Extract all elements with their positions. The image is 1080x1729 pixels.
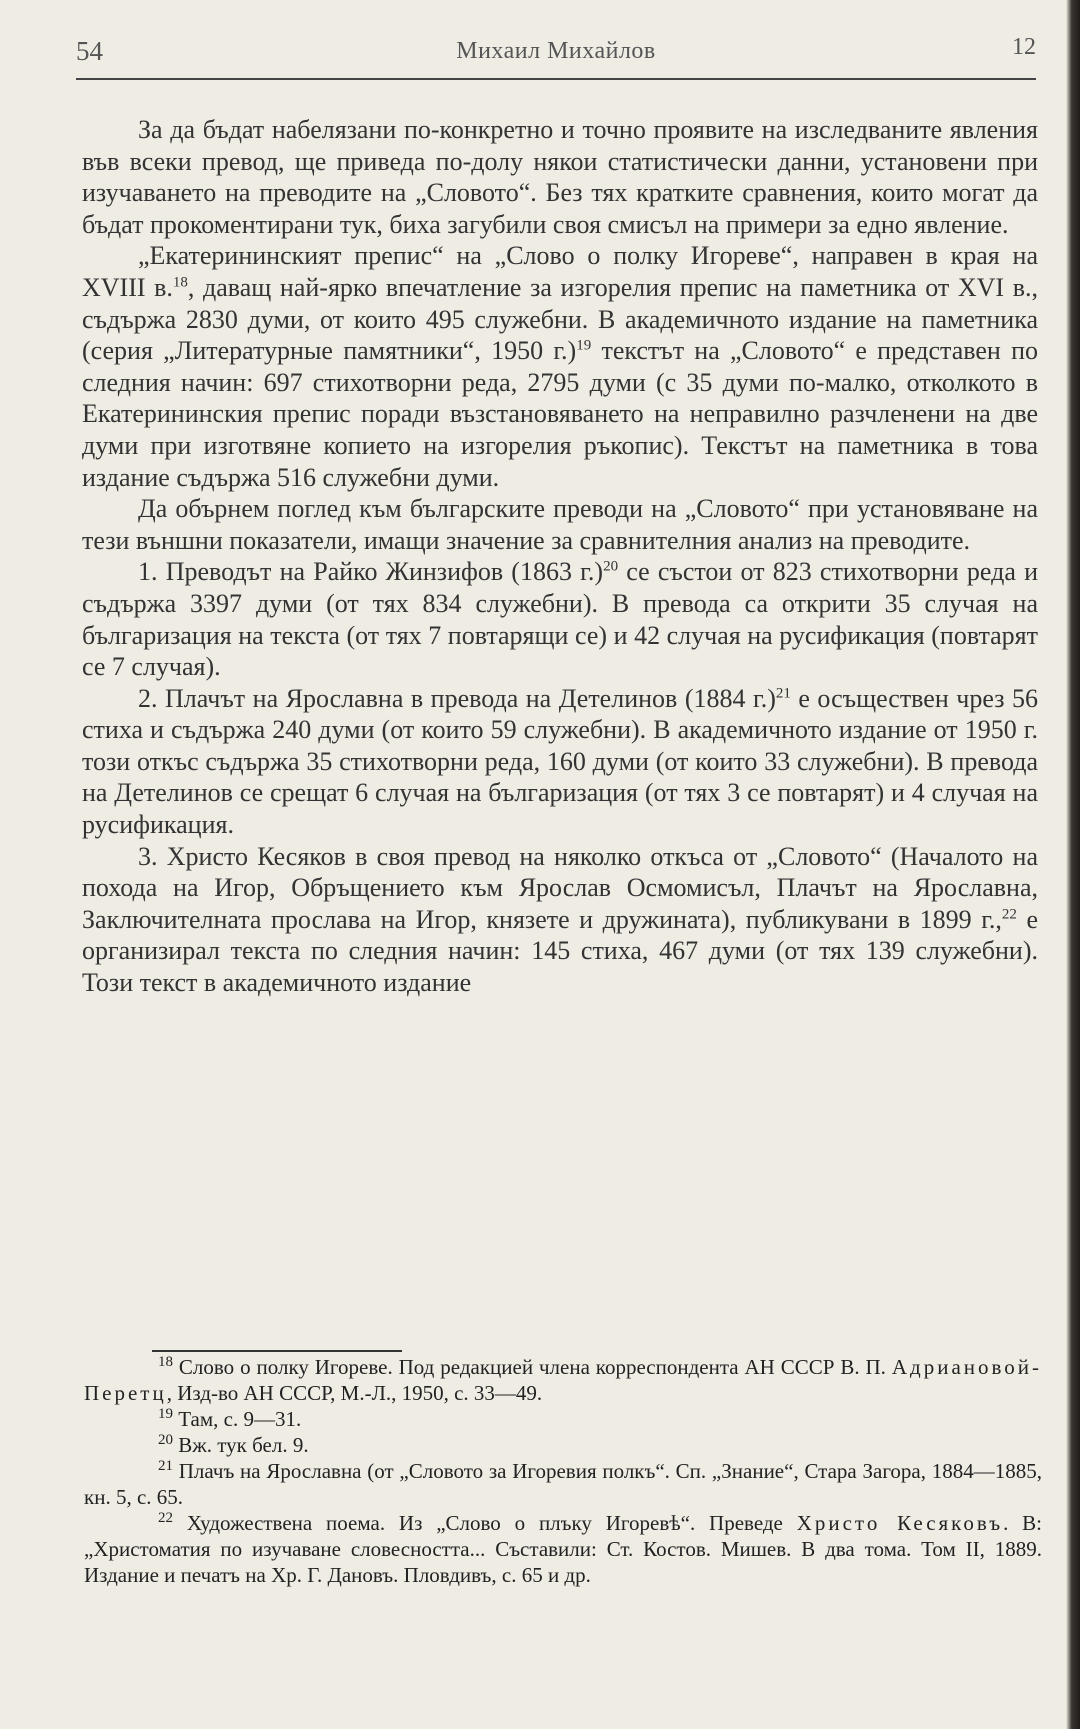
paragraph — [82, 114, 1038, 240]
footnote-number: 22 — [158, 1510, 173, 1526]
footnote-ref: 22 — [1001, 906, 1017, 923]
footnote-number: 20 — [158, 1432, 173, 1448]
paragraph-text: „Екатерининският препис“ на „Слово о полку Игореве“, направен в края на XVIII в. — [82, 241, 1038, 302]
footnote — [84, 1458, 1042, 1510]
footnote-ref: 18 — [172, 274, 188, 291]
footnote-number: 21 — [158, 1458, 173, 1474]
footnote-ref: 20 — [603, 558, 619, 575]
paragraph-text: , даващ най-ярко впечатление за изгорелия препис на паметника от XVI в., съдържа 2830 думи, от които 495 служебни. В академичното издание на паметника (серия „Литературные памятники“, 1950 г.) — [82, 272, 1038, 366]
footnote-ref: 19 — [576, 337, 592, 354]
footnote-text: , Изд-во АН СССР, М.-Л., 1950, с. 33—49. — [166, 1381, 543, 1405]
main-text — [82, 114, 1038, 999]
footnote-text: Художествена поема. Из „Слово о плъку Игоревѣ“. Преведе — [186, 1511, 797, 1535]
page-edge-shadow — [1066, 0, 1080, 1729]
paragraph-text: За да бъдат набелязани по-конкретно и точно проявите на изследваните явления във всеки превод, ще приведа по-долу някои статистически данни, установени при изучаването на преводите на „Словото“. Без тях кратките сравнения, които могат да бъдат прокоментирани тук, биха загубили своя смисъл на примери за едно явление. — [82, 115, 1038, 239]
paragraph-text: 3. Христо Кесяков в своя превод на няколко откъса от „Словото“ (Началото на похода на Игор, Обръщението към Ярослав Осмомисъл, Плачът на Ярославна, Заключителната прослава на Игор, князете и дружината), публикувани в 1899 г., — [82, 841, 1038, 934]
paragraph-text: е организирал текста по следния начин: 145 стиха, 467 думи (от тях 139 служебни). Този текст в академичното издание — [82, 904, 1038, 998]
header-rule — [76, 78, 1036, 80]
footnote-text: . В: „Христоматия по изучаване словесността... Съставили: Ст. Костов. Мишев. В два тома. Том II, 1889. Издание и печатъ на Хр. Г. Дановъ. Пловдивъ, с. 65 и др. — [84, 1511, 1042, 1587]
footnote-text: Слово о полку Игореве. Под редакцией члена корреспондента АН СССР В. П. — [178, 1355, 892, 1379]
paragraph — [82, 493, 1038, 556]
page-number: 54 — [76, 36, 103, 66]
footnote-text: Вж. тук бел. 9. — [178, 1433, 309, 1457]
footnotes — [84, 1354, 1042, 1588]
section-number: 12 — [1012, 34, 1036, 60]
footnote — [84, 1354, 1042, 1406]
running-head — [76, 30, 1036, 80]
footnote-rule — [152, 1350, 402, 1352]
footnote-number: 18 — [158, 1354, 173, 1370]
paragraph-text: се състои от 823 стихотворни реда и съдържа 3397 думи (от тях 834 служебни). В превода са открити 35 случая на българизация на текста (от тях 7 повтарящи се) и 42 случая на русификация (повтарят се 7 случая). — [82, 557, 1038, 682]
footnote-author: Христо Кесяковъ — [796, 1511, 1004, 1535]
paragraph-text: текстът на „Словото“ е представен по следния начин: 697 стихотворни реда, 2795 думи (с 35 думи по-малко, отколкото в Екатерининския препис поради възстановяването на неправилно разчленени на две думи при изготвяне копието на изгорелия ръкопис). Текстът на паметника в това издание съдържа 516 служебни думи. — [82, 336, 1038, 492]
paragraph — [82, 240, 1038, 493]
footnote — [84, 1406, 1042, 1432]
footnote-text: Плачъ на Ярославна (от „Словото за Игоревия полкъ“. Сп. „Знание“, Стара Загора, 1884—1885, кн. 5, с. 65. — [84, 1459, 1043, 1509]
paragraph-text: 1. Преводът на Райко Жинзифов (1863 г.) — [138, 557, 604, 587]
paragraph — [82, 556, 1038, 682]
running-title: Михаил Михайлов — [456, 38, 656, 64]
paragraph-text: 2. Плачът на Ярославна в превода на Детелинов (1884 г.) — [138, 683, 776, 713]
paragraph-text: Да обърнем поглед към българските преводи на „Словото“ при установяване на тези външни показатели, имащи значение за сравнителния анализ на преводите. — [82, 494, 1038, 555]
paragraph-text: е осъществен чрез 56 стиха и съдържа 240 думи (от които 59 служебни). В академичното издание от 1950 г. този откъс съдържа 35 стихотворни реда, 160 думи (от които 33 служебни). В превода на Детелинов се срещат 6 случая на българизация (от тях 3 се повтарят) и 4 случая на русификация. — [82, 683, 1038, 840]
footnote-text: Там, с. 9—31. — [178, 1407, 302, 1431]
paragraph — [82, 841, 1038, 999]
footnote — [84, 1510, 1042, 1588]
footnote-author: Адриановой-Перетц — [84, 1355, 1043, 1405]
footnote-number: 19 — [158, 1406, 173, 1422]
footnote — [84, 1432, 1042, 1458]
footnote-ref: 21 — [775, 685, 791, 702]
paragraph — [82, 683, 1038, 841]
